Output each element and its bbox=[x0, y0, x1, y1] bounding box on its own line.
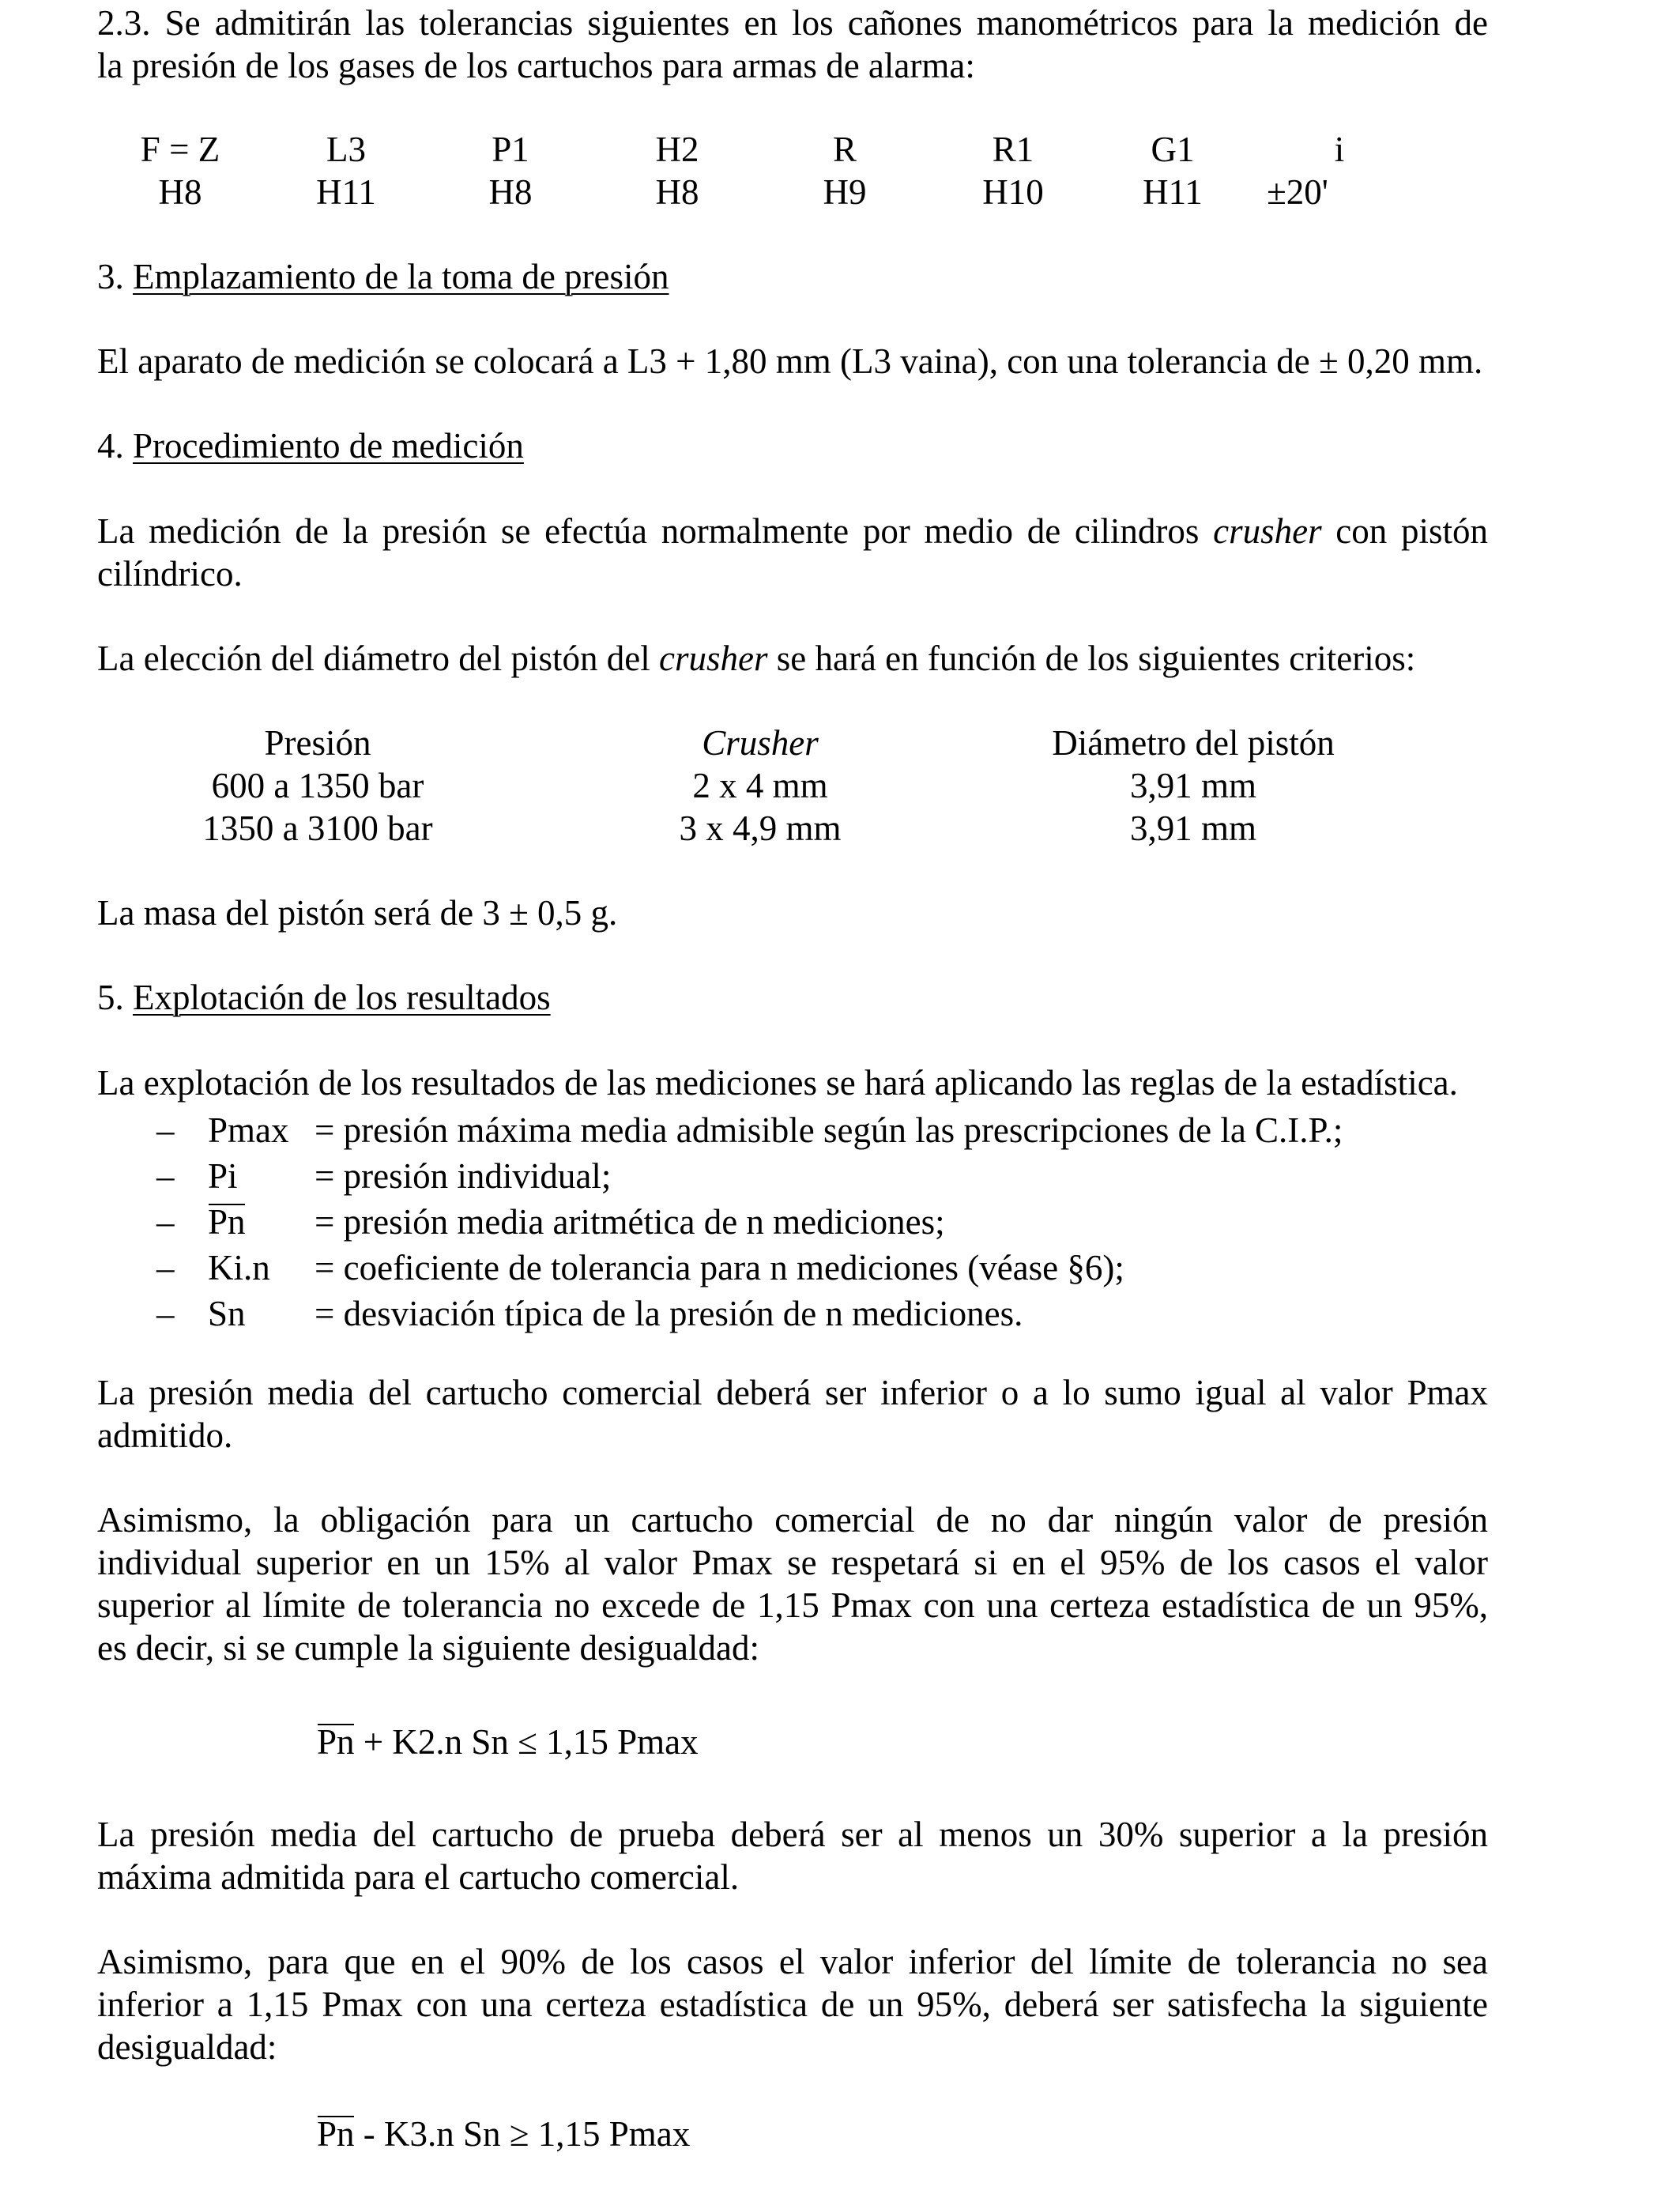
table-header: Diámetro del pistón bbox=[1052, 723, 1335, 763]
definition-text: = presión media aritmética de n mediciones; bbox=[315, 1202, 945, 1242]
list-dash: – bbox=[156, 1202, 175, 1242]
table-header: Presión bbox=[264, 723, 371, 763]
definition-text: = coeficiente de tolerancia para n mediciones (véase §6); bbox=[315, 1248, 1124, 1287]
section-number: 3. bbox=[97, 257, 124, 296]
obligation-line: es decir, si se cumple la siguiente desigualdad: bbox=[97, 1628, 759, 1668]
tolerance-symbol: R bbox=[832, 130, 857, 169]
definition-symbol: Pi bbox=[208, 1156, 238, 1196]
section-number: 4. bbox=[97, 426, 124, 466]
tolerance-value: H8 bbox=[158, 172, 202, 212]
obligation-line: superior al límite de tolerancia no excede de 1,15 Pmax con una certeza estadística de un 95%, bbox=[97, 1585, 1488, 1625]
definition-symbol: Pmax bbox=[208, 1110, 289, 1150]
tolerance-symbol: P1 bbox=[492, 130, 529, 169]
section-4-p1-line1: La medición de la presión se efectúa normalmente por medio de cilindros crusher con pistón bbox=[97, 511, 1488, 551]
tolerance-symbol: L3 bbox=[326, 130, 366, 169]
section-5-intro: La explotación de los resultados de las mediciones se hará aplicando las reglas de la estadística. bbox=[97, 1063, 1458, 1103]
section-3-text: El aparato de medición se colocará a L3 + 1,80 mm (L3 vaina), con una tolerancia de ± 0,20 mm. bbox=[97, 341, 1483, 381]
proof-cartridge-line1: La presión media del cartucho de prueba deberá ser al menos un 30% superior a la presión bbox=[97, 1815, 1488, 1854]
list-dash: – bbox=[156, 1156, 175, 1196]
section-4-p2: La elección del diámetro del pistón del crusher se hará en función de los siguientes criterios: bbox=[97, 639, 1416, 678]
section-title: Explotación de los resultados bbox=[133, 978, 551, 1017]
formula-inequality-1: Pn + K2.n Sn ≤ 1,15 Pmax bbox=[317, 1722, 699, 1762]
tolerance-value: H8 bbox=[655, 172, 699, 212]
tolerance-value: H10 bbox=[982, 172, 1044, 212]
section-3-heading bbox=[97, 255, 669, 298]
table-cell: 600 a 1350 bar bbox=[211, 766, 424, 805]
table-header: Crusher bbox=[702, 723, 819, 763]
section-number: 5. bbox=[97, 978, 124, 1017]
mean-pressure-line1: La presión media del cartucho comercial deberá ser inferior o a lo sumo igual al valor Pmax bbox=[97, 1373, 1488, 1412]
mean-pressure-line2: admitido. bbox=[97, 1416, 233, 1455]
list-dash: – bbox=[156, 1110, 175, 1150]
table-cell: 3 x 4,9 mm bbox=[679, 809, 842, 848]
section-4-heading bbox=[97, 424, 524, 467]
definition-symbol: Ki.n bbox=[208, 1248, 270, 1287]
ninety-percent-line: desigualdad: bbox=[97, 2027, 277, 2067]
obligation-line: individual superior en un 15% al valor Pmax se respetará si en el 95% de los casos el valor bbox=[97, 1543, 1488, 1582]
definition-symbol: Pn bbox=[208, 1202, 246, 1242]
tolerance-symbol: i bbox=[1334, 130, 1345, 169]
proof-cartridge-line2: máxima admitida para el cartucho comercial. bbox=[97, 1857, 740, 1897]
table-cell: 2 x 4 mm bbox=[692, 766, 828, 805]
section-2-3-line1: 2.3. Se admitirán las tolerancias siguientes en los cañones manométricos para la medición de bbox=[97, 3, 1488, 43]
tolerance-symbol: H2 bbox=[655, 130, 699, 169]
section-2-3-line2: la presión de los gases de los cartuchos para armas de alarma: bbox=[97, 46, 975, 85]
section-4-p1-line2: cilíndrico. bbox=[97, 554, 243, 594]
section-title: Emplazamiento de la toma de presión bbox=[133, 257, 669, 296]
definition-text: = presión individual; bbox=[315, 1156, 612, 1196]
tolerance-symbol: R1 bbox=[992, 130, 1034, 169]
tolerance-value: ±20' bbox=[1267, 172, 1328, 212]
list-dash: – bbox=[156, 1248, 175, 1287]
tolerance-value: H9 bbox=[823, 172, 867, 212]
table-cell: 1350 a 3100 bar bbox=[202, 809, 433, 848]
list-dash: – bbox=[156, 1294, 175, 1333]
tolerance-symbol: F = Z bbox=[140, 130, 220, 169]
table-cell: 3,91 mm bbox=[1129, 766, 1256, 805]
definition-text: = desviación típica de la presión de n mediciones. bbox=[315, 1294, 1023, 1333]
section-title: Procedimiento de medición bbox=[133, 426, 524, 466]
definition-text: = presión máxima media admisible según las prescripciones de la C.I.P.; bbox=[315, 1110, 1343, 1150]
tolerance-value: H11 bbox=[316, 172, 376, 212]
tolerance-symbol: G1 bbox=[1151, 130, 1195, 169]
section-5-heading bbox=[97, 976, 551, 1019]
definition-symbol: Sn bbox=[208, 1294, 246, 1333]
ninety-percent-line: Asimismo, para que en el 90% de los casos el valor inferior del límite de tolerancia no sea bbox=[97, 1942, 1488, 1981]
obligation-line: Asimismo, la obligación para un cartucho comercial de no dar ningún valor de presión bbox=[97, 1500, 1488, 1540]
table-cell: 3,91 mm bbox=[1129, 809, 1256, 848]
tolerance-value: H11 bbox=[1143, 172, 1203, 212]
ninety-percent-line: inferior a 1,15 Pmax con una certeza estadística de un 95%, deberá ser satisfecha la siguiente bbox=[97, 1985, 1488, 2024]
piston-mass-text: La masa del pistón será de 3 ± 0,5 g. bbox=[97, 893, 618, 933]
tolerance-value: H8 bbox=[488, 172, 533, 212]
formula-inequality-2: Pn - K3.n Sn ≥ 1,15 Pmax bbox=[317, 2114, 691, 2154]
